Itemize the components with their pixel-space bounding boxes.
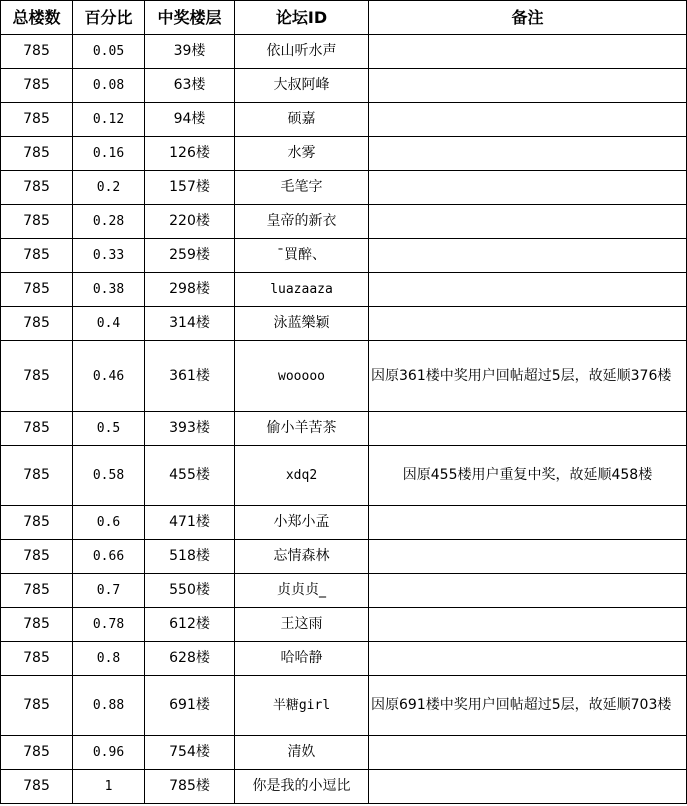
table-row bbox=[1, 205, 687, 239]
cell-remark bbox=[369, 608, 687, 642]
cell-remark bbox=[369, 103, 687, 137]
cell-total: 785 bbox=[1, 770, 73, 804]
cell-percent: 0.88 bbox=[73, 676, 145, 736]
cell-forum-id: 硕嘉 bbox=[235, 103, 369, 137]
table-row bbox=[1, 736, 687, 770]
table-row bbox=[1, 642, 687, 676]
cell-percent: 0.33 bbox=[73, 239, 145, 273]
cell-floor: 691楼 bbox=[145, 676, 235, 736]
cell-percent: 0.05 bbox=[73, 35, 145, 69]
cell-floor: 471楼 bbox=[145, 506, 235, 540]
cell-remark bbox=[369, 35, 687, 69]
cell-remark bbox=[369, 205, 687, 239]
cell-forum-id: luazaaza bbox=[235, 273, 369, 307]
cell-total: 785 bbox=[1, 35, 73, 69]
cell-forum-id: 半糖girl bbox=[235, 676, 369, 736]
cell-floor: 39楼 bbox=[145, 35, 235, 69]
table-row bbox=[1, 341, 687, 412]
cell-remark: 因原455楼用户重复中奖，故延顺458楼 bbox=[369, 446, 687, 506]
cell-remark bbox=[369, 171, 687, 205]
cell-percent: 0.6 bbox=[73, 506, 145, 540]
cell-total: 785 bbox=[1, 307, 73, 341]
header-percent: 百分比 bbox=[73, 1, 145, 35]
table-row bbox=[1, 35, 687, 69]
cell-total: 785 bbox=[1, 69, 73, 103]
table-row bbox=[1, 770, 687, 804]
cell-forum-id: 毛笔字 bbox=[235, 171, 369, 205]
cell-forum-id: 清奺 bbox=[235, 736, 369, 770]
cell-percent: 0.2 bbox=[73, 171, 145, 205]
cell-percent: 0.58 bbox=[73, 446, 145, 506]
table-row bbox=[1, 273, 687, 307]
cell-forum-id: 贞贞贞_ bbox=[235, 574, 369, 608]
cell-remark bbox=[369, 540, 687, 574]
table-row bbox=[1, 307, 687, 341]
cell-total: 785 bbox=[1, 608, 73, 642]
cell-remark bbox=[369, 307, 687, 341]
cell-total: 785 bbox=[1, 341, 73, 412]
cell-percent: 1 bbox=[73, 770, 145, 804]
cell-total: 785 bbox=[1, 506, 73, 540]
cell-percent: 0.78 bbox=[73, 608, 145, 642]
table-row bbox=[1, 137, 687, 171]
cell-forum-id: 你是我的小逗比 bbox=[235, 770, 369, 804]
cell-floor: 393楼 bbox=[145, 412, 235, 446]
cell-floor: 94楼 bbox=[145, 103, 235, 137]
cell-remark bbox=[369, 239, 687, 273]
table-header-row bbox=[1, 1, 687, 35]
cell-forum-id: xdq2 bbox=[235, 446, 369, 506]
cell-percent: 0.8 bbox=[73, 642, 145, 676]
cell-total: 785 bbox=[1, 574, 73, 608]
cell-floor: 63楼 bbox=[145, 69, 235, 103]
cell-remark bbox=[369, 273, 687, 307]
table-row bbox=[1, 69, 687, 103]
cell-forum-id: 大叔阿峰 bbox=[235, 69, 369, 103]
cell-total: 785 bbox=[1, 103, 73, 137]
cell-forum-id: 王这雨 bbox=[235, 608, 369, 642]
cell-percent: 0.08 bbox=[73, 69, 145, 103]
cell-floor: 220楼 bbox=[145, 205, 235, 239]
header-total-floors: 总楼数 bbox=[1, 1, 73, 35]
cell-percent: 0.16 bbox=[73, 137, 145, 171]
cell-remark bbox=[369, 506, 687, 540]
cell-floor: 259楼 bbox=[145, 239, 235, 273]
cell-forum-id: 依山听水声 bbox=[235, 35, 369, 69]
cell-total: 785 bbox=[1, 676, 73, 736]
cell-floor: 126楼 bbox=[145, 137, 235, 171]
cell-remark bbox=[369, 69, 687, 103]
cell-total: 785 bbox=[1, 239, 73, 273]
cell-percent: 0.38 bbox=[73, 273, 145, 307]
header-forum-id: 论坛ID bbox=[235, 1, 369, 35]
cell-total: 785 bbox=[1, 446, 73, 506]
cell-percent: 0.4 bbox=[73, 307, 145, 341]
cell-floor: 157楼 bbox=[145, 171, 235, 205]
cell-remark bbox=[369, 574, 687, 608]
cell-floor: 754楼 bbox=[145, 736, 235, 770]
cell-forum-id: 忘情森林 bbox=[235, 540, 369, 574]
cell-forum-id: 偷小羊苦茶 bbox=[235, 412, 369, 446]
cell-forum-id: 泳蓝樂颖 bbox=[235, 307, 369, 341]
cell-forum-id: wooooo bbox=[235, 341, 369, 412]
cell-floor: 785楼 bbox=[145, 770, 235, 804]
cell-forum-id: 皇帝的新衣 bbox=[235, 205, 369, 239]
header-winning-floor: 中奖楼层 bbox=[145, 1, 235, 35]
cell-remark bbox=[369, 137, 687, 171]
cell-floor: 550楼 bbox=[145, 574, 235, 608]
cell-total: 785 bbox=[1, 171, 73, 205]
cell-floor: 455楼 bbox=[145, 446, 235, 506]
table-row bbox=[1, 412, 687, 446]
table-row bbox=[1, 103, 687, 137]
table-row bbox=[1, 574, 687, 608]
cell-total: 785 bbox=[1, 642, 73, 676]
cell-total: 785 bbox=[1, 273, 73, 307]
cell-forum-id: ¯買醉、 bbox=[235, 239, 369, 273]
cell-total: 785 bbox=[1, 412, 73, 446]
cell-percent: 0.28 bbox=[73, 205, 145, 239]
cell-remark bbox=[369, 736, 687, 770]
cell-total: 785 bbox=[1, 540, 73, 574]
cell-forum-id: 水雾 bbox=[235, 137, 369, 171]
cell-floor: 361楼 bbox=[145, 341, 235, 412]
cell-remark bbox=[369, 412, 687, 446]
cell-remark: 因原361楼中奖用户回帖超过5层，故延顺376楼 bbox=[369, 341, 687, 412]
cell-remark bbox=[369, 770, 687, 804]
table-row bbox=[1, 676, 687, 736]
table-row bbox=[1, 446, 687, 506]
cell-floor: 628楼 bbox=[145, 642, 235, 676]
cell-percent: 0.66 bbox=[73, 540, 145, 574]
cell-total: 785 bbox=[1, 137, 73, 171]
header-remark: 备注 bbox=[369, 1, 687, 35]
cell-floor: 518楼 bbox=[145, 540, 235, 574]
table-row bbox=[1, 239, 687, 273]
cell-forum-id: 小郑小孟 bbox=[235, 506, 369, 540]
cell-remark bbox=[369, 642, 687, 676]
cell-percent: 0.46 bbox=[73, 341, 145, 412]
table-row bbox=[1, 540, 687, 574]
cell-total: 785 bbox=[1, 205, 73, 239]
cell-remark: 因原691楼中奖用户回帖超过5层，故延顺703楼 bbox=[369, 676, 687, 736]
table-row bbox=[1, 506, 687, 540]
cell-percent: 0.96 bbox=[73, 736, 145, 770]
table-row bbox=[1, 608, 687, 642]
cell-percent: 0.12 bbox=[73, 103, 145, 137]
cell-percent: 0.7 bbox=[73, 574, 145, 608]
cell-floor: 298楼 bbox=[145, 273, 235, 307]
table-row bbox=[1, 171, 687, 205]
cell-forum-id: 哈哈静 bbox=[235, 642, 369, 676]
cell-total: 785 bbox=[1, 736, 73, 770]
cell-percent: 0.5 bbox=[73, 412, 145, 446]
cell-floor: 612楼 bbox=[145, 608, 235, 642]
cell-floor: 314楼 bbox=[145, 307, 235, 341]
